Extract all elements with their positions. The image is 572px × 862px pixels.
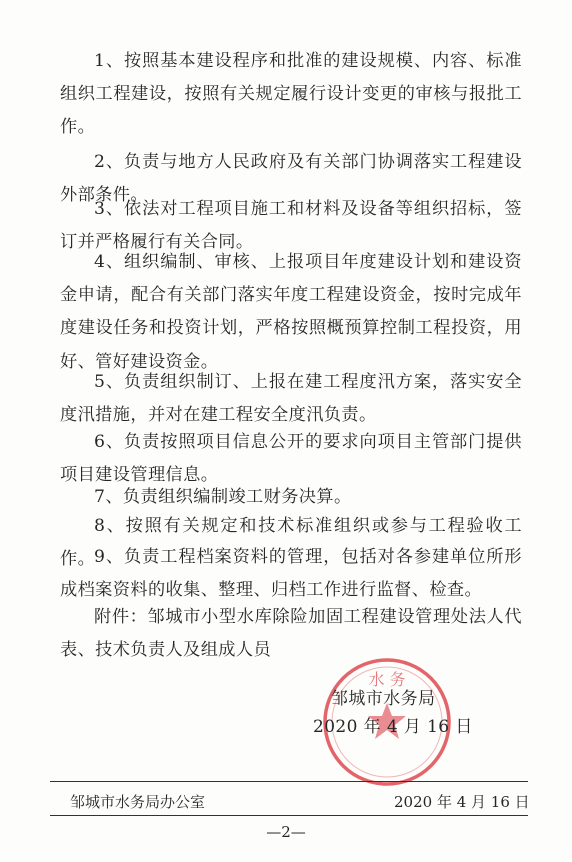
- clause-5: 5、负责组织制订、上报在建工程度汛方案，落实安全度汛措施，并对在建工程安全度汛负责。: [60, 372, 522, 426]
- clause-6: 6、负责按照项目信息公开的要求向项目主管部门提供项目建设管理信息。: [60, 432, 522, 486]
- clause-7: 7、负责组织编制竣工财务决算。: [94, 487, 352, 507]
- clause-3: 3、依法对工程项目施工和材料及设备等组织招标，签订并严格履行有关合同。: [60, 199, 522, 253]
- clause-1: 1、按照基本建设程序和批准的建设规模、内容、标准组织工程建设，按照有关规定履行设计变更的审核与报批工作。: [60, 51, 522, 138]
- issuing-organization: 邹城市水务局: [331, 689, 436, 709]
- attachment-note: 附件：邹城市小型水库除险加固工程建设管理处法人代表、技术负责人及组成人员: [60, 607, 522, 661]
- seal-text: 水 务: [368, 670, 406, 689]
- page-number: —2—: [266, 823, 306, 841]
- footer-office: 邹城市水务局办公室: [70, 793, 206, 811]
- clause-9: 9、负责工程档案资料的管理，包括对各参建单位所形成档案资料的收集、整理、归档工作进行监督、检查。: [60, 547, 522, 601]
- clause-8: 8、按照有关规定和技术标准组织或参与工程验收工作。: [60, 516, 522, 570]
- clause-4: 4、组织编制、审核、上报项目年度建设计划和建设资金申请，配合有关部门落实年度工程建设资金，按时完成年度建设任务和投资计划，严格按照概预算控制工程投资，用好、管好建设资金。: [60, 252, 522, 372]
- footer-bottom-rule: [50, 815, 528, 816]
- clause-2: 2、负责与地方人民政府及有关部门协调落实工程建设外部条件。: [60, 152, 522, 206]
- footer-top-rule: [50, 781, 528, 782]
- issue-date: 2020 年 4 月 16 日: [313, 717, 473, 737]
- footer-date: 2020 年 4 月 16 日: [394, 793, 530, 811]
